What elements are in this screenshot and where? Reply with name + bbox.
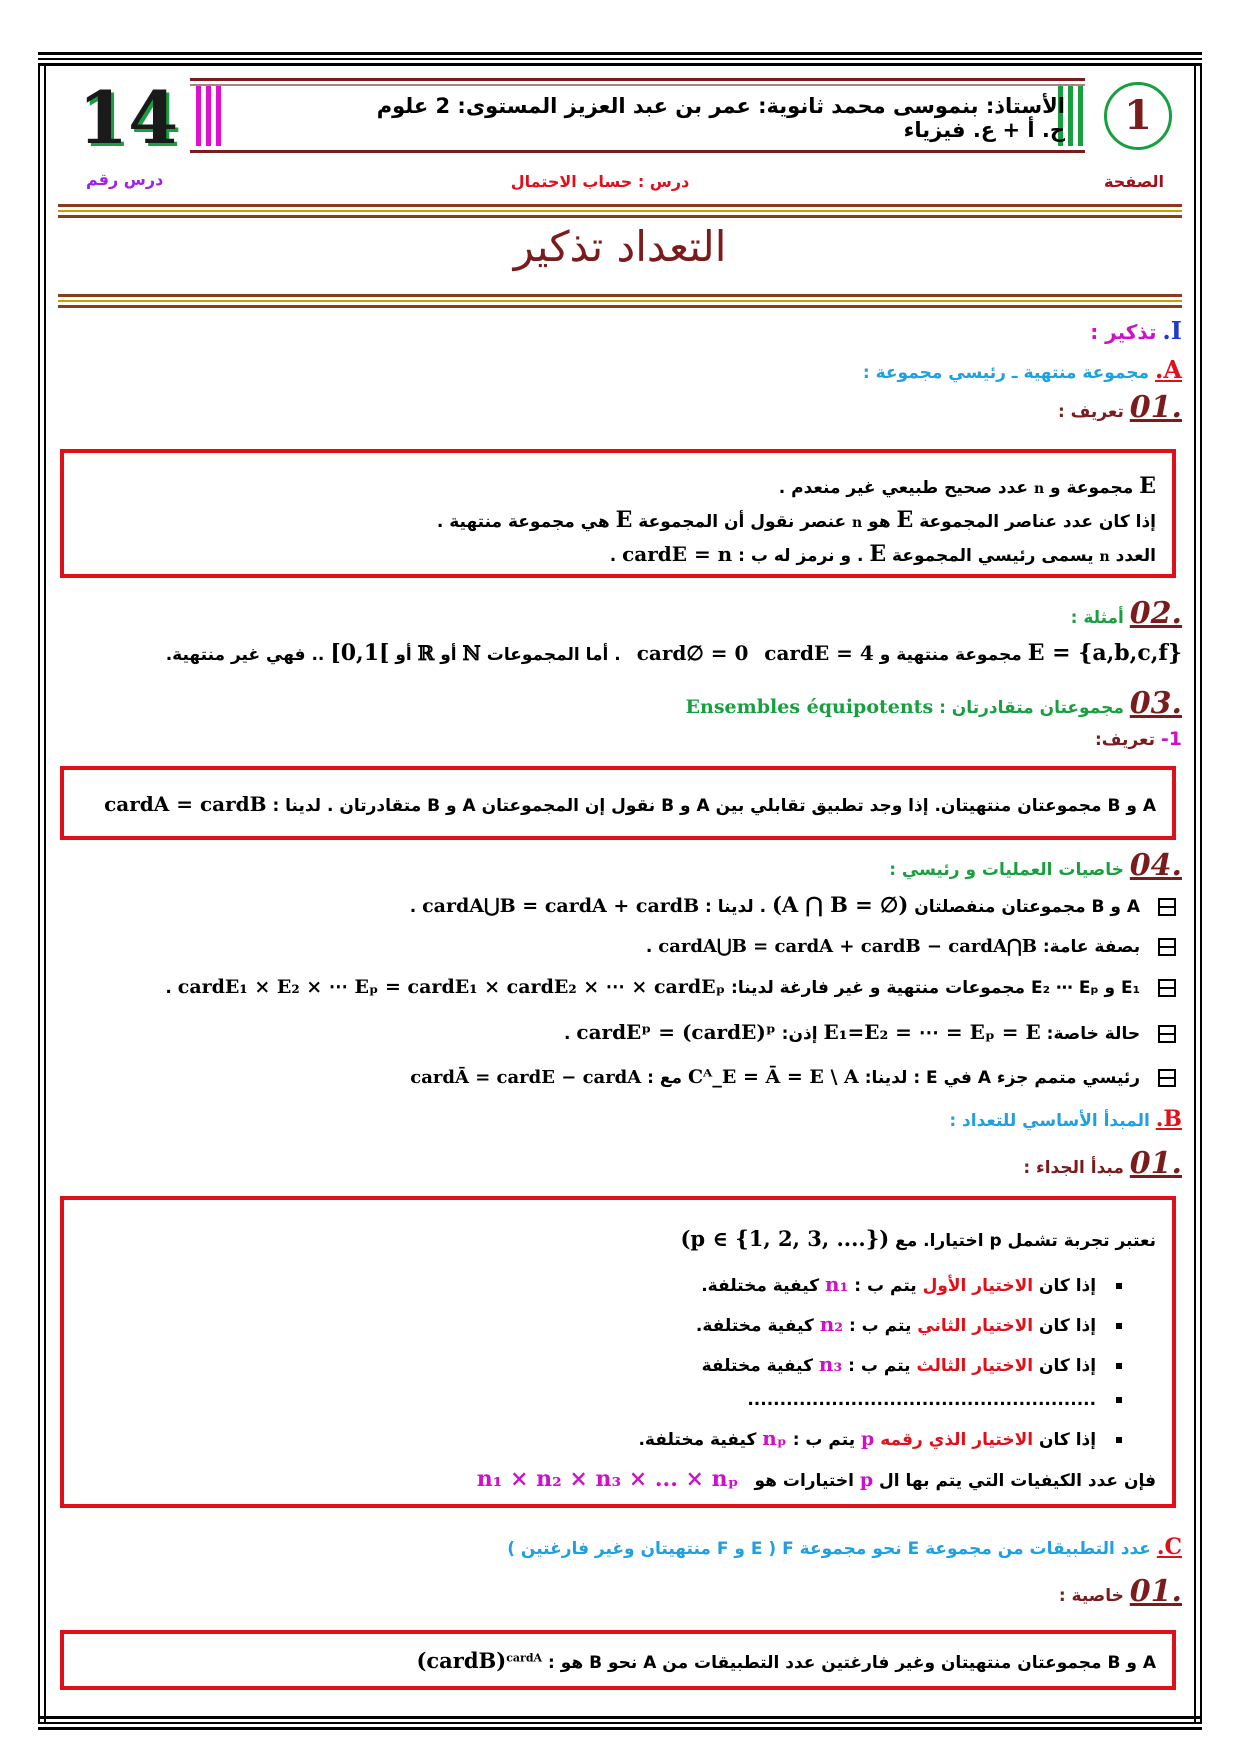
- math: (cardB): [416, 1648, 507, 1673]
- subsection-title-fr: Ensembles équipotents: [685, 696, 934, 718]
- text: كيفية مختلفة.: [695, 1316, 814, 1336]
- property-1: [410, 892, 1176, 917]
- principle-item-1: [701, 1272, 1122, 1296]
- checkbox-bullet-icon: [1158, 1025, 1176, 1043]
- math-exponent: cardA: [506, 1651, 543, 1665]
- definition-box: [60, 449, 1176, 578]
- text: هو: [868, 512, 891, 532]
- header-box: [190, 78, 1085, 150]
- text: .: [645, 937, 653, 957]
- product-principle-heading: [1023, 1146, 1182, 1181]
- text: يتم ب :: [848, 1316, 912, 1336]
- principle-item-4: [747, 1390, 1122, 1410]
- text: عدد صحيح طبيعي غير منعدم .: [778, 478, 1029, 498]
- section-number: C.: [1156, 1534, 1182, 1560]
- principle-item-p: [638, 1426, 1122, 1450]
- checkbox-bullet-icon: [1158, 898, 1176, 916]
- principle-item-3: [702, 1352, 1122, 1376]
- math: cardE = n: [622, 542, 733, 566]
- math: E: [869, 541, 887, 567]
- page-number: 1: [1124, 92, 1152, 139]
- frame-bottom-rule-3: [38, 1727, 1202, 1730]
- text-highlight: الاختيار الذي رقمه: [880, 1430, 1034, 1450]
- text: فإن عدد الكيفيات التي يتم بها ال: [879, 1471, 1156, 1491]
- teacher-info: الأستاذ: بنموسى محمد ثانوية: عمر بن عبد العزيز المستوى: 2 علوم ح. أ + ع. فيزياء: [376, 94, 1065, 142]
- text: .: [409, 897, 417, 917]
- frame-top-rule-3: [38, 63, 1202, 66]
- properties-heading: [889, 848, 1182, 883]
- text: مجموعة منتهية و: [879, 645, 1022, 665]
- math: cardĀ = cardE − cardA: [410, 1067, 642, 1088]
- lesson-number: 14: [78, 75, 179, 160]
- subsection-title: خاصيات العمليات و رئيسي :: [889, 860, 1124, 880]
- text: A و B مجموعتان منتهيتان. إذا وجد تطبيق تقابلي بين A و B نقول إن المجموعتان A و B متقادرتان . لدينا :: [272, 796, 1156, 816]
- page-title: التعداد تذكير: [513, 222, 727, 271]
- bullet-icon: [1116, 1363, 1122, 1369]
- subsection-title: خاصية :: [1058, 1586, 1124, 1606]
- section-C-heading: [507, 1534, 1182, 1560]
- title-rule-top: [58, 204, 1182, 221]
- property-4: [564, 1020, 1176, 1044]
- text: A و B مجموعتان منتهيتان وغير فارغتين عدد التطبيقات من A نحو B هو :: [547, 1653, 1156, 1673]
- text: مجموعة و: [1050, 478, 1134, 498]
- math: E₁=E₂ = ⋯ = Eₚ = E: [823, 1020, 1041, 1044]
- text: رئيسي متمم جزء A في E : لدينا:: [864, 1068, 1141, 1088]
- principle-item-2: [696, 1312, 1122, 1336]
- frame-bottom-rule-1: [38, 1716, 1202, 1719]
- text: كيفية مختلفة: [701, 1356, 813, 1376]
- lesson-number-badge: [78, 75, 179, 160]
- bullet-icon: [1116, 1397, 1122, 1403]
- title-rule-bottom: [58, 294, 1182, 311]
- mappings-line: [416, 1648, 1156, 1673]
- text: هي مجموعة منتهية .: [436, 512, 610, 532]
- section-title: المبدأ الأساسي للتعداد :: [949, 1111, 1150, 1131]
- text: A و B مجموعتان منفصلتان: [914, 897, 1141, 917]
- text: .: [564, 1024, 571, 1044]
- product-principle-box: [60, 1196, 1176, 1508]
- bullet-icon: [1116, 1437, 1122, 1443]
- subsection-number: 1-: [1160, 728, 1182, 750]
- lesson-label: درس : حساب الاحتمال: [510, 172, 690, 191]
- equipotent-definition-box: [60, 766, 1176, 840]
- math: n₁: [825, 1272, 849, 1296]
- frame-left-inner: [44, 64, 46, 1724]
- mappings-formula: [416, 1648, 543, 1673]
- lesson-number-label: درس رقم: [86, 170, 164, 189]
- page-number-circle: [1104, 82, 1172, 150]
- frame-top-rule-1: [38, 52, 1202, 55]
- math: n: [1033, 481, 1045, 497]
- subsection-title: أمثلة :: [1070, 608, 1124, 628]
- section-title: عدد التطبيقات من مجموعة E نحو مجموعة F ( E و F منتهيتان وغير فارغتين ): [507, 1539, 1151, 1559]
- text: يتم ب :: [848, 1356, 911, 1376]
- math: cardA⋃B = cardA + cardB − cardA⋂B: [658, 936, 1037, 957]
- text: أو: [440, 645, 457, 665]
- math: E: [896, 507, 914, 533]
- mappings-property-box: [60, 1630, 1176, 1690]
- text: بصفة عامة:: [1042, 937, 1141, 957]
- property-heading: [1059, 1574, 1182, 1609]
- text: .. فهي غير منتهية.: [165, 645, 325, 665]
- math: ℝ: [417, 641, 435, 665]
- math: (A ⋂ B = ∅): [771, 892, 909, 917]
- subsection-number: .02: [1129, 596, 1182, 631]
- text: إذا كان: [1039, 1276, 1097, 1296]
- text-highlight: الاختيار الثاني: [917, 1316, 1034, 1336]
- text: يسمى رئيسي المجموعة: [892, 546, 1094, 566]
- text: كيفية مختلفة.: [701, 1276, 820, 1296]
- math: n₃: [818, 1352, 843, 1376]
- text: .: [165, 978, 172, 998]
- subsection-title: مبدأ الجداء :: [1023, 1158, 1124, 1178]
- text: مع :: [647, 1068, 683, 1088]
- page-label: الصفحة: [1104, 172, 1165, 191]
- property-2: [646, 936, 1176, 957]
- math: cardEᵖ = (cardE)ᵖ: [576, 1020, 776, 1044]
- math: cardA⋃B = cardA + cardB: [422, 895, 700, 917]
- subsection-title: مجموعتان متقادرتان :: [939, 698, 1124, 718]
- property-5: [410, 1066, 1176, 1088]
- text: يتم ب :: [792, 1430, 856, 1450]
- math: n₂: [819, 1312, 844, 1336]
- text: إذا كان عدد عناصر المجموعة: [919, 512, 1156, 532]
- math: p: [859, 1469, 874, 1491]
- text: . و نرمز له ب :: [738, 546, 864, 566]
- text-highlight: الاختيار الثالث: [916, 1356, 1034, 1376]
- math: E = {a,b,c,f}: [1027, 640, 1182, 666]
- text: إذا كان: [1039, 1430, 1097, 1450]
- definition-2-heading: [1095, 728, 1182, 750]
- math: E: [615, 507, 633, 533]
- section-number: A.: [1155, 355, 1182, 384]
- examples-heading: [1071, 596, 1182, 631]
- math: E: [1139, 473, 1156, 499]
- math: n: [852, 515, 863, 531]
- checkbox-bullet-icon: [1158, 1069, 1176, 1087]
- math: ℕ: [462, 641, 481, 665]
- subsection-number: .04: [1129, 848, 1182, 883]
- text-highlight: الاختيار الأول: [922, 1276, 1034, 1296]
- text: إذن:: [781, 1024, 818, 1044]
- text: . أما المجموعات: [486, 645, 621, 665]
- property-3: [165, 976, 1176, 998]
- frame-top-rule-2: [38, 58, 1202, 60]
- math: n₁ × n₂ × n₃ × ... × nₚ: [476, 1466, 739, 1492]
- text: اختيارات هو: [754, 1471, 854, 1491]
- subsection-number: .01: [1129, 390, 1182, 425]
- text: إذا كان: [1039, 1356, 1097, 1376]
- subsection-number: .01: [1129, 1574, 1182, 1609]
- math: nₚ: [762, 1426, 787, 1450]
- math: Cᴬ_E = Ā = E \ A: [687, 1066, 859, 1088]
- section-A-heading: [863, 355, 1182, 384]
- def-line-2: [437, 507, 1156, 533]
- header-bar-bottom: [190, 150, 1085, 153]
- text: نعتبر تجربة تشمل p اختيارا. مع: [895, 1231, 1156, 1251]
- text: إذا كان: [1039, 1316, 1097, 1336]
- math: cardA = cardB: [104, 792, 267, 816]
- equipotent-line: [104, 792, 1156, 816]
- def-line-3: [610, 541, 1156, 567]
- examples-line: [166, 640, 1182, 666]
- text: عنصر نقول أن المجموعة: [638, 512, 847, 532]
- text: يتم ب :: [854, 1276, 917, 1296]
- frame-right-inner: [1194, 64, 1196, 1724]
- def-line-1: [779, 473, 1156, 499]
- checkbox-bullet-icon: [1158, 938, 1176, 956]
- checkbox-bullet-icon: [1158, 979, 1176, 997]
- text: . لدينا :: [705, 897, 767, 917]
- section-number: B.: [1155, 1106, 1182, 1132]
- text: ......................................................: [747, 1390, 1097, 1410]
- text: العدد: [1115, 546, 1156, 566]
- subsection-title: تعريف:: [1094, 730, 1155, 750]
- math: card∅ = 0: [636, 641, 749, 665]
- math: cardE = 4: [764, 641, 874, 665]
- subsection-number: .01: [1129, 1146, 1182, 1181]
- math: p: [861, 1428, 875, 1450]
- principle-conclusion: [477, 1466, 1156, 1492]
- text: .: [609, 546, 617, 566]
- section-I-heading: [1090, 316, 1182, 345]
- section-title: مجموعة منتهية ـ رئيسي مجموعة :: [862, 363, 1150, 383]
- section-B-heading: [949, 1106, 1182, 1132]
- equipotent-heading: [686, 686, 1182, 721]
- text: E₁ و E₂ ⋯ Eₚ مجموعات منتهية و غير فارغة لدينا:: [731, 978, 1141, 998]
- text: حالة خاصة:: [1046, 1024, 1141, 1044]
- subsection-number: .03: [1129, 686, 1182, 721]
- frame-bottom-rule-2: [38, 1722, 1202, 1724]
- bullet-icon: [1116, 1283, 1122, 1289]
- principle-intro: [680, 1226, 1156, 1251]
- math: cardE₁ × E₂ × ⋯ Eₚ = cardE₁ × cardE₂ × ⋯ × cardEₚ: [177, 976, 726, 998]
- section-number: I.: [1162, 316, 1182, 345]
- math: (p ∈ {1, 2, 3, ....}): [680, 1226, 890, 1251]
- text: أو: [395, 645, 412, 665]
- frame-left: [38, 64, 40, 1724]
- subsection-title: تعريف :: [1057, 402, 1124, 422]
- math: n: [1099, 549, 1110, 565]
- frame-right: [1200, 64, 1202, 1724]
- math: [0,1[: [330, 640, 390, 666]
- section-title: تذكير :: [1090, 320, 1157, 344]
- definition-heading: [1058, 390, 1182, 425]
- text: كيفية مختلفة.: [638, 1430, 757, 1450]
- bullet-icon: [1116, 1323, 1122, 1329]
